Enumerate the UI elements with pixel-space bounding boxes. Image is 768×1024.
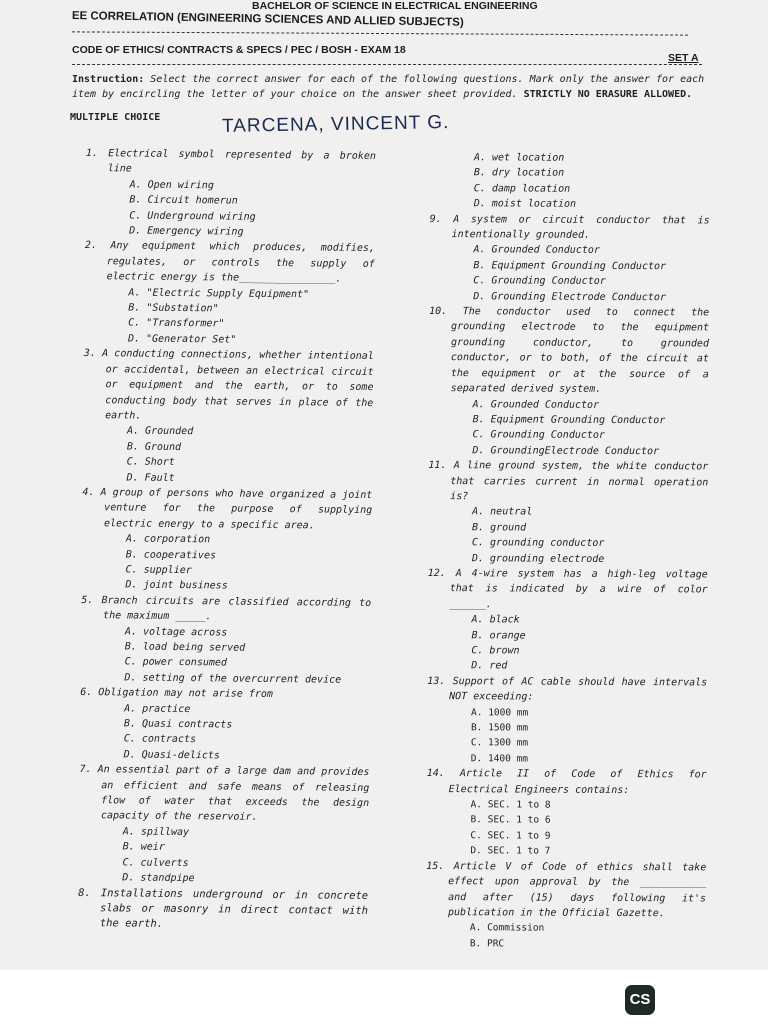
question-item bbox=[81, 485, 372, 596]
university-program: BACHELOR OF SCIENCE IN ELECTRICAL ENGINEERING bbox=[252, 0, 538, 12]
answer-option: B. Equipment Grounding Conductor bbox=[472, 414, 666, 427]
left-question-column bbox=[78, 146, 376, 935]
answer-option: C. power consumed bbox=[124, 656, 228, 669]
answer-option: A. voltage across bbox=[124, 626, 228, 639]
question-item bbox=[426, 766, 706, 860]
answer-option: B. Quasi contracts bbox=[123, 718, 233, 731]
instruction-emphasis: STRICTLY NO ERASURE ALLOWED. bbox=[523, 89, 693, 100]
dashed-divider bbox=[72, 31, 688, 35]
instruction-label: Instruction: bbox=[72, 74, 145, 85]
question-stem: 4. A group of persons who have organized a joint venture for the purpose of supplying electric energy to a specific area. bbox=[82, 486, 373, 532]
answer-option: A. Open wiring bbox=[129, 179, 214, 192]
question-stem: 7. An essential part of a large dam and provides an efficient and safe means of releasing flow of water that exceeds the design capacity of the reservoir. bbox=[79, 764, 370, 824]
question-item bbox=[84, 238, 375, 349]
question-stem: 12. A 4-wire system has a high-leg voltage that is indicated by a wire of color ______. bbox=[427, 567, 708, 611]
answer-option: D. moist location bbox=[473, 198, 577, 210]
answer-option: B. cooperatives bbox=[125, 549, 217, 561]
answer-option: B. orange bbox=[471, 629, 526, 642]
answer-option: A. wet location bbox=[473, 152, 565, 164]
question-item bbox=[430, 150, 710, 213]
answer-option: C. grounding conductor bbox=[471, 537, 605, 550]
instruction-block bbox=[72, 72, 712, 102]
question-stem: 13. Support of AC cable should have intervals NOT exceeding: bbox=[427, 675, 708, 703]
answer-option: D. grounding electrode bbox=[471, 552, 605, 565]
answer-option: B. 1500 mm bbox=[470, 722, 529, 734]
answer-option: B. weir bbox=[122, 841, 165, 854]
question-item bbox=[80, 685, 371, 765]
question-item bbox=[80, 593, 371, 688]
question-stem: 6. Obligation may not arise from bbox=[80, 687, 273, 701]
question-stem: 2. Any equipment which produces, modifies, regulates, or controls the supply of electric energy is the________________. bbox=[84, 240, 375, 285]
right-question-column bbox=[426, 150, 710, 953]
answer-option: C. contracts bbox=[123, 733, 197, 746]
question-item bbox=[428, 458, 709, 567]
answer-option: A. SEC. 1 to 8 bbox=[470, 799, 551, 811]
answer-option: D. 1400 mm bbox=[470, 753, 529, 765]
dashed-divider bbox=[72, 64, 702, 65]
answer-option: C. Short bbox=[126, 456, 175, 469]
answer-option: D. Quasi-delicts bbox=[123, 749, 221, 762]
question-stem: 9. A system or circuit conductor that is intentionally grounded. bbox=[429, 213, 710, 241]
question-item bbox=[85, 146, 376, 241]
answer-option: B. ground bbox=[471, 521, 527, 534]
answer-option: A. 1000 mm bbox=[471, 706, 529, 719]
answer-option: C. Grounding Conductor bbox=[473, 275, 606, 288]
answer-option: C. "Transformer" bbox=[128, 317, 225, 330]
subject-title: CODE OF ETHICS/ CONTRACTS & SPECS / PEC / BOSH - EXAM 18 bbox=[72, 44, 406, 56]
student-name: TARCENA, VINCENT G. bbox=[221, 112, 450, 137]
question-stem: 1. Electrical symbol represented by a broken line bbox=[85, 147, 376, 175]
answer-option: D. red bbox=[471, 660, 508, 672]
answer-option: B. Circuit homerun bbox=[129, 194, 238, 207]
answer-option: D. Emergency wiring bbox=[129, 225, 244, 238]
answer-option: B. SEC. 1 to 6 bbox=[470, 814, 551, 827]
answer-option: C. SEC. 1 to 9 bbox=[470, 830, 551, 842]
camscanner-badge: CS bbox=[625, 985, 655, 1015]
section-title: MULTIPLE CHOICE bbox=[70, 112, 161, 123]
answer-option: A. Commission bbox=[469, 922, 545, 934]
answer-option: B. Equipment Grounding Conductor bbox=[473, 260, 667, 273]
answer-option: A. Grounded Conductor bbox=[472, 398, 600, 411]
question-stem: 11. A line ground system, the white conductor that carries current in normal operation is? bbox=[428, 460, 709, 503]
answer-option: C. supplier bbox=[125, 564, 192, 577]
question-item bbox=[82, 346, 373, 488]
question-item bbox=[78, 762, 369, 888]
question-item bbox=[427, 674, 707, 768]
question-stem: 8. Installations underground or in concrete slabs or masonry in direct contact with the earth. bbox=[78, 886, 369, 931]
question-item bbox=[78, 885, 368, 934]
correlation-title: EE CORRELATION (ENGINEERING SCIENCES AND ALLIED SUBJECTS) bbox=[71, 10, 464, 29]
answer-option: C. 1300 mm bbox=[470, 737, 529, 749]
answer-option: A. corporation bbox=[125, 533, 211, 546]
question-stem: 5. Branch circuits are classified according to the maximum _____. bbox=[81, 594, 372, 623]
question-item bbox=[426, 859, 706, 953]
answer-option: D. Fault bbox=[126, 471, 175, 484]
question-stem: 3. A conducting connections, whether intentional or accidental, between an electrical circuit or equipment and the earth, or to some conducting body that serves in place of the earth. bbox=[83, 348, 374, 422]
answer-option: A. Grounded Conductor bbox=[473, 244, 600, 257]
answer-option: A. black bbox=[471, 614, 520, 626]
answer-option: B. Ground bbox=[126, 441, 182, 453]
answer-option: D. setting of the overcurrent device bbox=[124, 672, 342, 686]
answer-option: B. PRC bbox=[469, 937, 505, 950]
answer-option: A. spillway bbox=[122, 826, 190, 838]
answer-option: D. SEC. 1 to 7 bbox=[470, 845, 551, 857]
answer-option: B. "Substation" bbox=[128, 302, 219, 315]
question-stem: 15. Article V of Code of ethics shall take effect upon approval by the ___________ and after (15) days following it's publication in the Official Gazette. bbox=[426, 860, 707, 920]
answer-option: C. Underground wiring bbox=[129, 210, 256, 223]
answer-option: B. dry location bbox=[473, 167, 565, 180]
answer-option: C. damp location bbox=[473, 183, 571, 195]
answer-option: D. Grounding Electrode Conductor bbox=[473, 290, 666, 303]
answer-option: D. "Generator Set" bbox=[127, 333, 237, 346]
question-stem: 14. Article II of Code of Ethics for Electrical Engineers contains: bbox=[426, 768, 707, 796]
question-item bbox=[429, 212, 709, 306]
answer-option: A. practice bbox=[124, 703, 191, 715]
answer-option: C. brown bbox=[471, 645, 520, 657]
instruction-text: Select the correct answer for each of the following questions. Mark only the answer for each item by encircling the letter of your choice on the answer sheet provided. bbox=[72, 74, 705, 100]
answer-option: A. "Electric Supply Equipment" bbox=[128, 287, 310, 301]
question-stem: 10. The conductor used to connect the grounding electrode to the equipment grounding conductor, to grounded conductor, or to both, of the circuit at the equipment or at the source of a separated derived system. bbox=[429, 306, 710, 395]
question-item bbox=[428, 304, 709, 460]
answer-option: D. GroundingElectrode Conductor bbox=[472, 444, 660, 457]
set-label: SET A bbox=[668, 52, 699, 64]
question-item bbox=[427, 566, 708, 675]
answer-option: A. neutral bbox=[472, 506, 533, 518]
answer-option: D. joint business bbox=[125, 579, 228, 592]
answer-option: C. culverts bbox=[122, 857, 189, 869]
answer-option: C. Grounding Conductor bbox=[472, 429, 605, 442]
answer-option: D. standpipe bbox=[122, 872, 195, 885]
answer-option: B. load being served bbox=[124, 641, 246, 654]
answer-option: A. Grounded bbox=[126, 425, 194, 438]
